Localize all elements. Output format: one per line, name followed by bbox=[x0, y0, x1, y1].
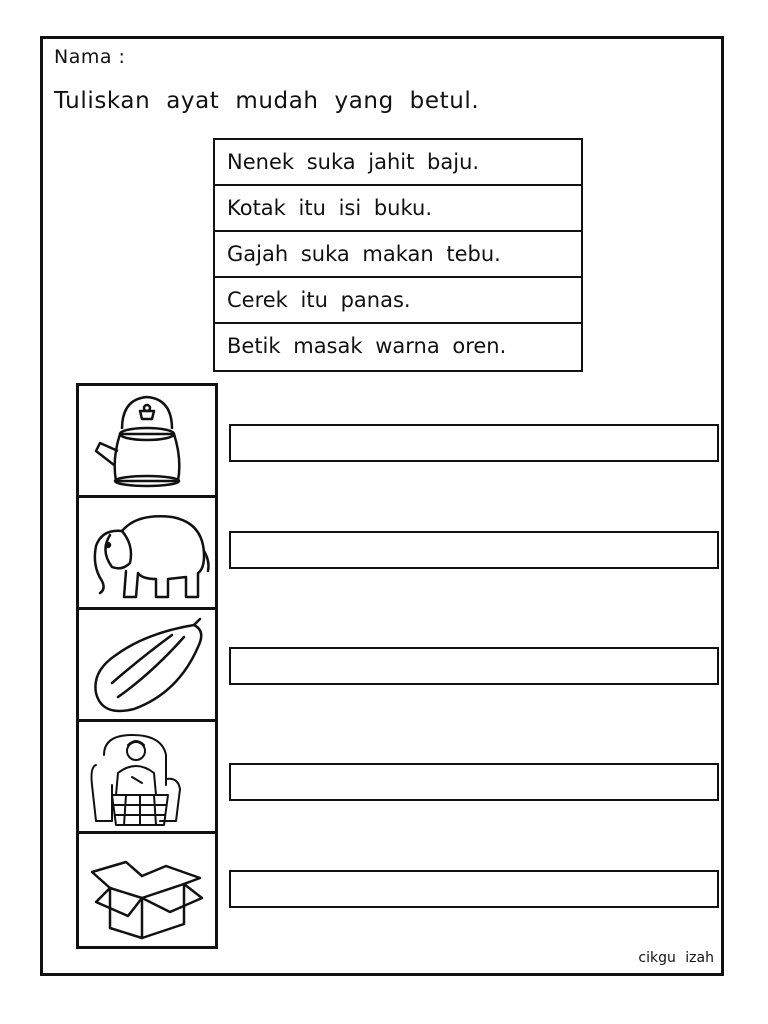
answer-field-5[interactable] bbox=[229, 870, 719, 908]
picture-cell bbox=[79, 498, 215, 610]
sentence-item: Gajah suka makan tebu. bbox=[215, 232, 581, 278]
answer-field-1[interactable] bbox=[229, 424, 719, 462]
picture-cell bbox=[79, 834, 215, 946]
picture-column bbox=[76, 383, 218, 949]
sentence-item: Cerek itu panas. bbox=[215, 278, 581, 324]
answer-field-2[interactable] bbox=[229, 531, 719, 569]
picture-cell bbox=[79, 610, 215, 722]
answer-field-3[interactable] bbox=[229, 647, 719, 685]
name-label: Nama : bbox=[54, 46, 126, 68]
sentence-item: Nenek suka jahit baju. bbox=[215, 140, 581, 186]
grandmother-sewing-icon bbox=[82, 725, 212, 829]
instruction-heading: Tuliskan ayat mudah yang betul. bbox=[54, 88, 480, 114]
kettle-icon bbox=[82, 389, 212, 493]
papaya-icon bbox=[82, 613, 212, 717]
box-icon bbox=[82, 838, 212, 942]
elephant-icon bbox=[82, 501, 212, 605]
sentence-item: Betik masak warna oren. bbox=[227, 334, 507, 358]
sentence-item: Kotak itu isi buku. bbox=[215, 186, 581, 232]
author-credit: cikgu izah bbox=[638, 950, 714, 966]
sentence-bank bbox=[213, 138, 583, 372]
picture-cell bbox=[79, 386, 215, 498]
picture-cell bbox=[79, 722, 215, 834]
answer-field-4[interactable] bbox=[229, 763, 719, 801]
